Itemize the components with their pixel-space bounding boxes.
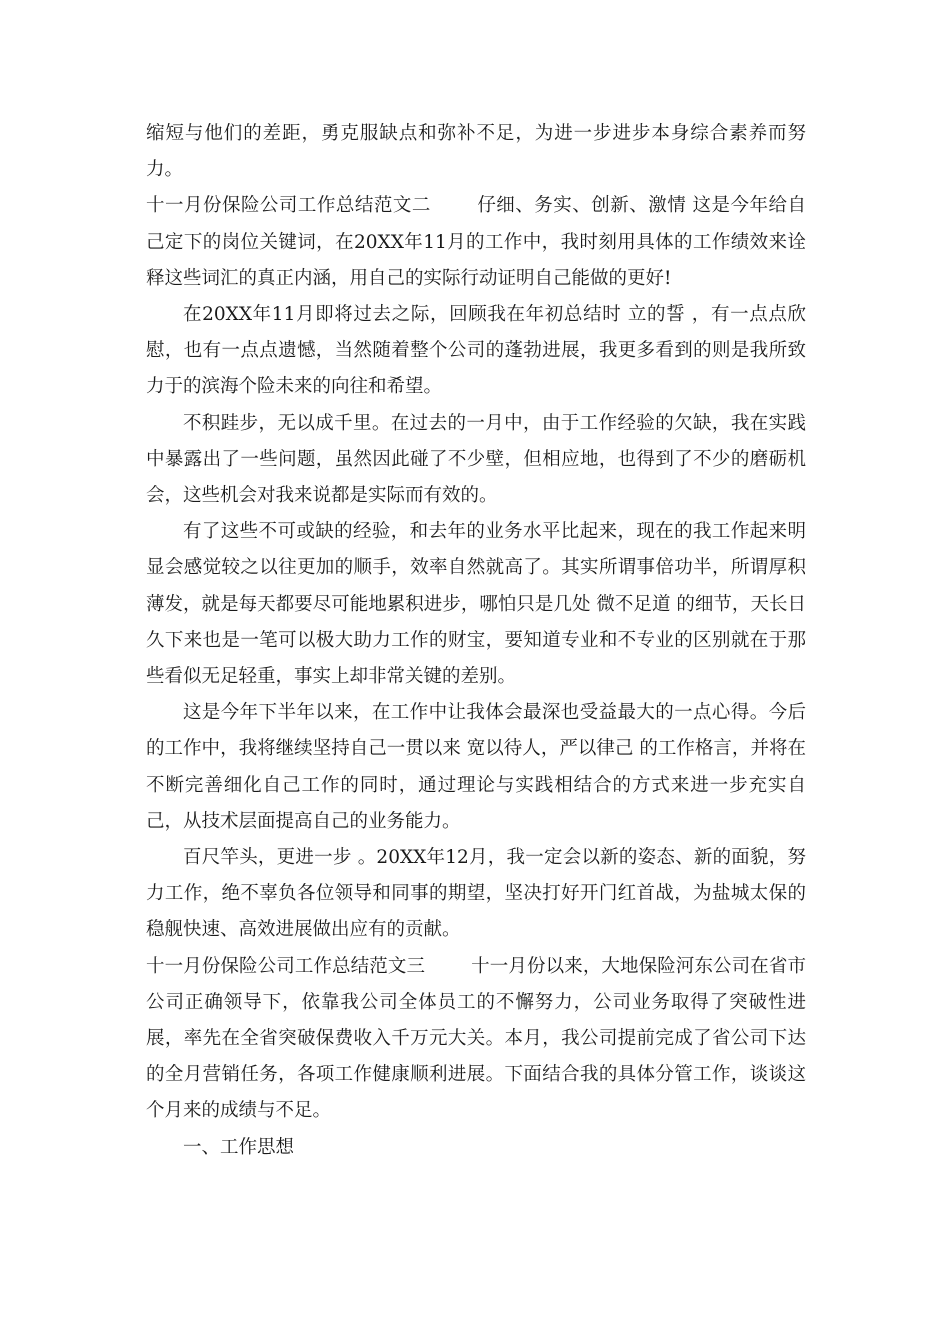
section-two-intro: 仔细、务实、创新、激情 这是今年给自己定下的岗位关键词，在20XX年11月的工作中，我时刻用具体的工作绩效来诠释这些词汇的真正内涵，用自己的实际行动证明自己能做的更好!: [146, 195, 806, 289]
subheading-work-thought: 一、工作思想: [183, 1136, 295, 1158]
paragraph-section-three: [146, 949, 806, 1130]
section-three-intro: 十一月份以来，大地保险河东公司在省市公司正确领导下，依靠我公司全体员工的不懈努力，公司业务取得了突破性进展，率先在全省突破保费收入千万元大关。本月，我公司提前完成了省公司下达的全月营销任务，各项工作健康顺利进展。下面结合我的具体分管工作，谈谈这个月来的成绩与不足。: [146, 955, 806, 1122]
paragraph-continuation: 缩短与他们的差距，勇克服缺点和弥补不足，为进一步进步本身综合素养而努力。: [146, 123, 806, 181]
paragraph-section-two: [146, 188, 806, 297]
paragraph-review: 在20XX年11月即将过去之际，回顾我在年初总结时 立的誓 ，有一点点欣慰，也有一点点遗憾，当然随着整个公司的蓬勃进展，我更多看到的则是我所致力于的滨海个险未来的向往和希望。: [146, 304, 806, 398]
section-title-two: 十一月份保险公司工作总结范文二: [146, 195, 431, 217]
paragraph-steps: 不积跬步，无以成千里。在过去的一月中，由于工作经验的欠缺，我在实践中暴露出了一些问题，虽然因此碰了不少壁，但相应地，也得到了不少的磨砺机会，这些机会对我来说都是实际而有效的。: [146, 412, 806, 507]
paragraph-outlook: 百尺竿头，更进一步 。20XX年12月，我一定会以新的姿态、新的面貌，努力工作，绝不辜负各位领导和同事的期望，坚决打好开门红首战，为盐城太保的稳舰快速、高效进展做出应有的贡献。: [146, 847, 806, 941]
section-title-three: 十一月份保险公司工作总结范文三: [146, 955, 426, 977]
paragraph-experience: 有了这些不可或缺的经验，和去年的业务水平比起来，现在的我工作起来明显会感觉较之以往更加的顺手，效率自然就高了。其实所谓事倍功半，所谓厚积薄发，就是每天都要尽可能地累积进步，哪怕只是几处 微不足道 的细节，天长日久下来也是一笔可以极大助力工作的财宝，要知道专业和不专业的区别就在于那些看似无足轻重，事实上却非常关键的差别。: [146, 521, 806, 688]
document-body: [146, 116, 806, 1166]
paragraph-insight: 这是今年下半年以来，在工作中让我体会最深也受益最大的一点心得。今后的工作中，我将继续坚持自己一贯以来 宽以待人，严以律己 的工作格言，并将在不断完善细化自己工作的同时，通过理论与实践相结合的方式来进一步充实自己，从技术层面提高自己的业务能力。: [146, 702, 806, 832]
